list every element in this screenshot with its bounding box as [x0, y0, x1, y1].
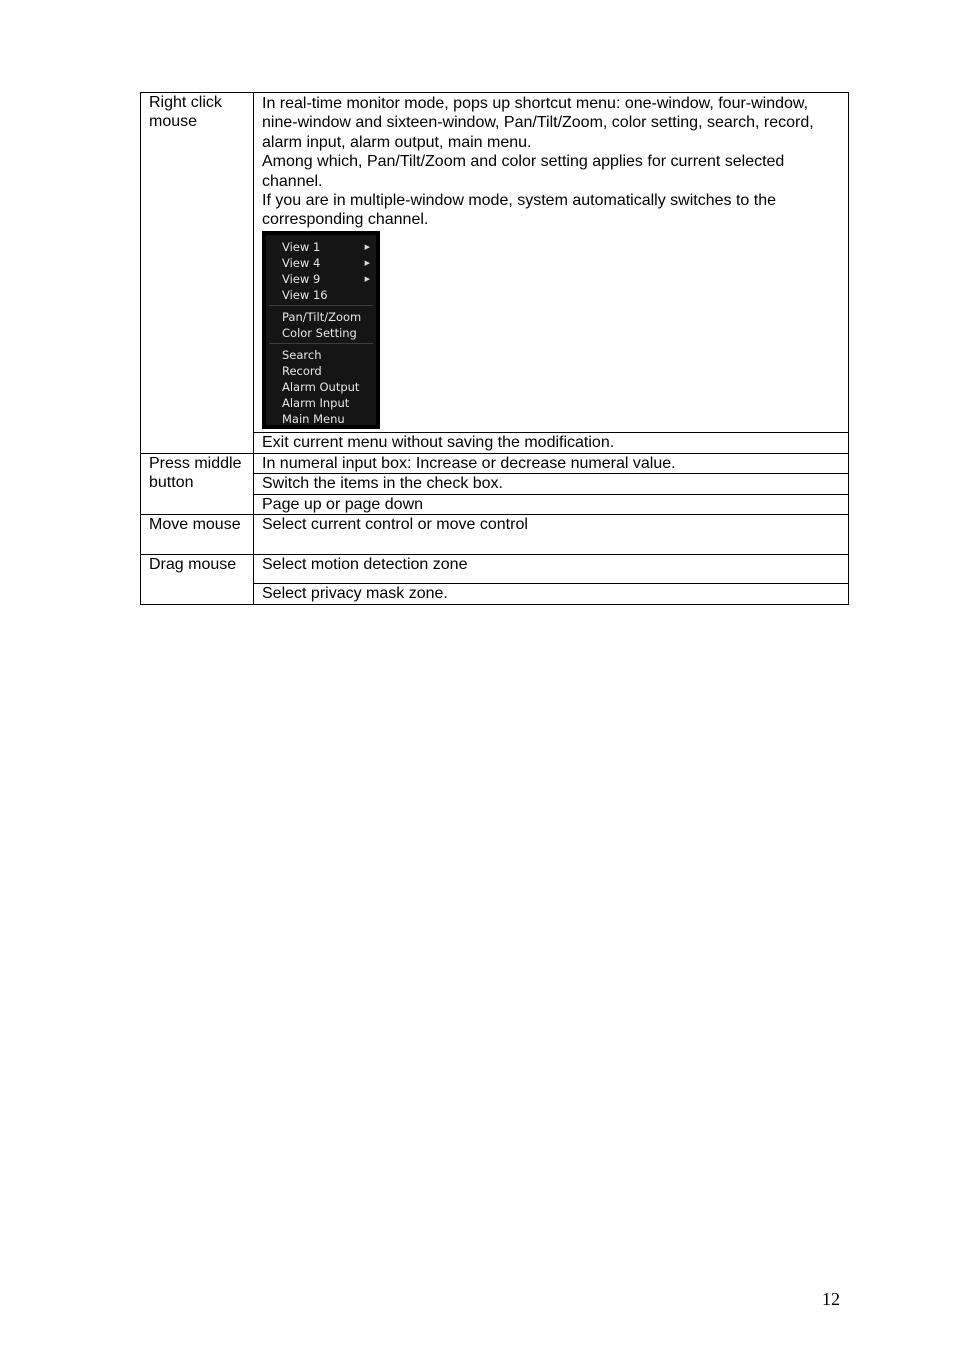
shortcut-menu-screenshot — [262, 231, 380, 429]
menu-separator — [269, 343, 373, 344]
menu-item-label: View 16 — [282, 287, 328, 302]
page-number: 12 — [822, 1289, 840, 1309]
operation-cell-press-middle: Press middle button — [141, 454, 254, 515]
description-cell-numeral: In numeral input box: Increase or decrease numeral value. — [254, 454, 849, 474]
menu-item-alarm-output — [266, 379, 376, 395]
menu-item-view-16 — [266, 287, 376, 303]
menu-item-alarm-input — [266, 395, 376, 411]
menu-item-view-1 — [266, 239, 376, 255]
menu-item-search — [266, 347, 376, 363]
menu-item-view-4 — [266, 255, 376, 271]
menu-separator — [269, 305, 373, 306]
menu-item-label: View 9 — [282, 271, 321, 286]
menu-item-record — [266, 363, 376, 379]
menu-item-label: Search — [282, 347, 322, 362]
menu-item-color-setting — [266, 325, 376, 341]
description-text: Among which, Pan/Tilt/Zoom and color setting applies for current selected channel. — [262, 153, 785, 190]
menu-item-label: View 4 — [282, 255, 321, 270]
table-row-press-middle — [141, 454, 849, 474]
operation-cell-right-click: Right click mouse — [141, 93, 254, 454]
menu-item-label: Main Menu — [282, 411, 345, 426]
menu-item-pan-tilt-zoom — [266, 309, 376, 325]
description-cell-privacy-zone: Select privacy mask zone. — [254, 584, 849, 604]
menu-item-label: Alarm Input — [282, 395, 350, 410]
mouse-operation-table — [140, 92, 849, 605]
table-row-move-mouse — [141, 515, 849, 555]
description-cell-page: Page up or page down — [254, 494, 849, 514]
menu-item-label: View 1 — [282, 239, 321, 254]
operation-cell-move-mouse: Move mouse — [141, 515, 254, 555]
menu-item-label: Alarm Output — [282, 379, 360, 394]
description-cell-motion-zone: Select motion detection zone — [254, 555, 849, 584]
description-cell-checkbox: Switch the items in the check box. — [254, 474, 849, 494]
table-row-drag-mouse — [141, 555, 849, 584]
menu-item-label: Record — [282, 363, 322, 378]
submenu-arrow-icon: ▶ — [364, 258, 370, 267]
operation-cell-drag-mouse: Drag mouse — [141, 555, 254, 604]
menu-item-view-9 — [266, 271, 376, 287]
menu-item-main-menu — [266, 411, 376, 427]
submenu-arrow-icon: ▶ — [364, 274, 370, 283]
description-cell-right-click — [254, 93, 849, 433]
menu-item-label: Pan/Tilt/Zoom — [282, 309, 362, 324]
description-cell-exit: Exit current menu without saving the modification. — [254, 433, 849, 454]
menu-item-label: Color Setting — [282, 325, 357, 340]
submenu-arrow-icon: ▶ — [364, 242, 370, 251]
table-row-right-click — [141, 93, 849, 433]
shortcut-menu-panel — [266, 235, 376, 425]
description-text: In real-time monitor mode, pops up shortcut menu: one-window, four-window, nine-window and sixteen-window, Pan/Tilt/Zoom, color setting, search, record, alarm input, alarm output, main menu. — [262, 95, 814, 151]
description-cell-move-mouse: Select current control or move control — [254, 515, 849, 555]
description-text: If you are in multiple-window mode, system automatically switches to the corresponding channel. — [262, 192, 776, 229]
